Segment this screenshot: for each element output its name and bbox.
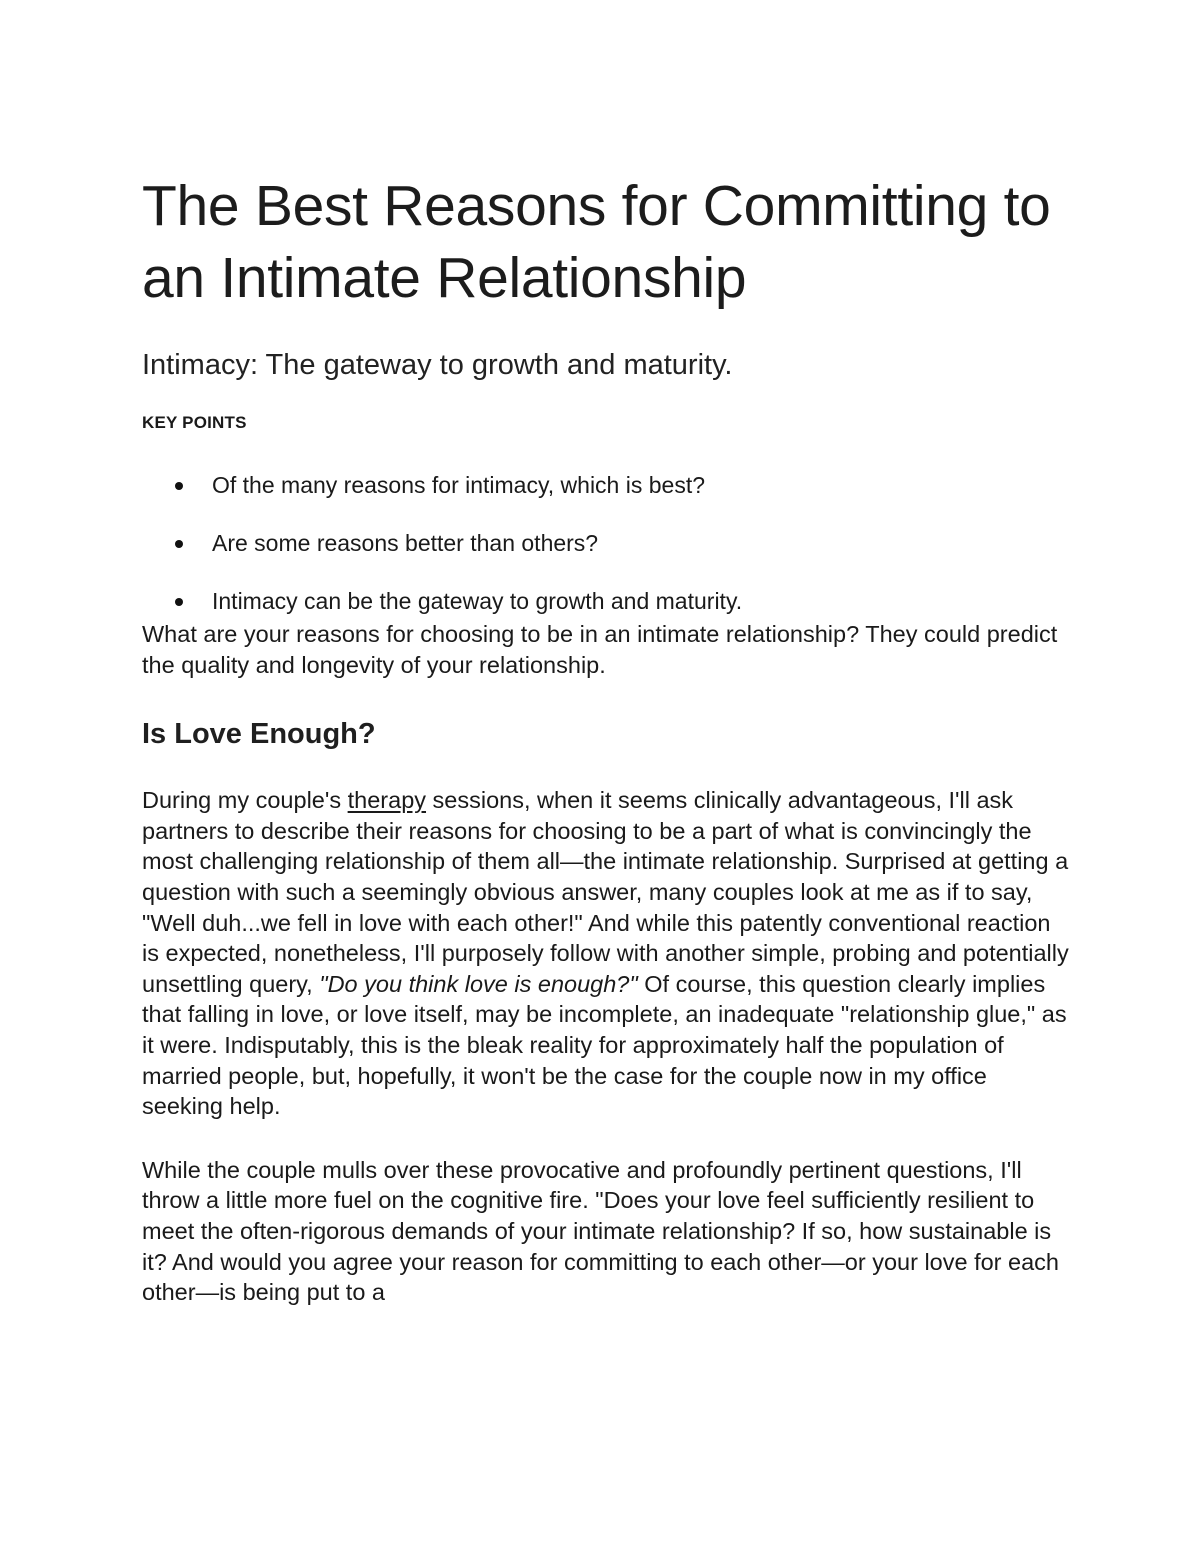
key-point-text: Intimacy can be the gateway to growth and maturity. — [212, 588, 743, 614]
key-points-label: KEY POINTS — [142, 413, 247, 432]
section-heading: Is Love Enough? — [142, 718, 376, 751]
bullet-icon — [175, 540, 183, 548]
therapy-link[interactable]: therapy — [347, 787, 427, 814]
key-point-text: Of the many reasons for intimacy, which is best? — [212, 472, 705, 498]
intro-paragraph: What are your reasons for choosing to be in an intimate relationship? They could predict the quality and longevity of your relationship. — [142, 621, 1058, 678]
article-title: The Best Reasons for Committing to an Intimate Relationship — [142, 174, 1051, 310]
key-point-item — [142, 529, 1072, 557]
para1-lead: During my couple's — [142, 787, 348, 814]
para1-middle: sessions, when it seems clinically advantageous, I'll ask partners to describe their reasons for choosing to be a part of what is convincingly the most challenging relationship of them all—the intimate relationship. Surprised at getting a question with such a seemingly obvious answer, many couples look at me as if to say, "Well duh...we fell in love with each other!" And while this patently conventional reaction is expected, nonetheless, I'll purposely follow with another simple, probing and potentially unsettling query, — [142, 787, 1069, 997]
bullet-icon — [175, 598, 183, 606]
para1-tail: Of course, this question clearly implies that falling in love, or love itself, may be incomplete, an inadequate "relationship glue," as it were. Indisputably, this is the bleak reality for approximately half the population of married people, but, hopefully, it won't be the case for the couple now in my office seeking help. — [142, 970, 1067, 1120]
para1-quote: "Do you think love is enough?" — [319, 970, 638, 997]
key-point-item — [142, 587, 1072, 615]
article-subtitle: Intimacy: The gateway to growth and maturity. — [142, 349, 733, 381]
key-point-text: Are some reasons better than others? — [212, 530, 599, 556]
bullet-icon — [175, 482, 183, 490]
body-paragraph-2: While the couple mulls over these provocative and profoundly pertinent questions, I'll throw a little more fuel on the cognitive fire. "Does your love feel sufficiently resilient to meet the often-rigorous demands of your intimate relationship? If so, how sustainable is it? And would you agree your reason for committing to each other—or your love for each other—is being put to a — [142, 1156, 1059, 1306]
document-page — [142, 170, 1072, 1308]
key-point-item — [142, 471, 1072, 499]
key-points-list — [142, 471, 1072, 615]
body-paragraph-1 — [142, 785, 1072, 1122]
